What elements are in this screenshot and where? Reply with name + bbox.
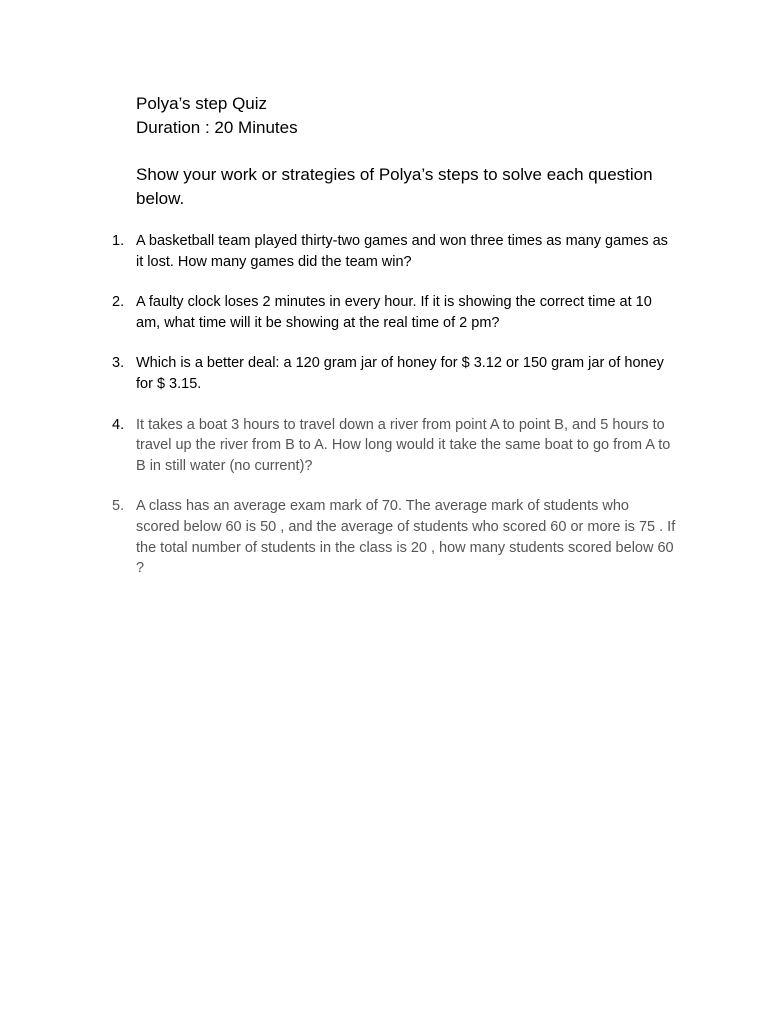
quiz-instructions: Show your work or strategies of Polya’s steps to solve each question below. <box>136 165 653 208</box>
question-text: A faulty clock loses 2 minutes in every hour. If it is showing the correct time at 10 am, what time will it be showing at the real time of 2 pm? <box>136 294 652 331</box>
quiz-header <box>136 92 696 140</box>
question-item-1 <box>0 231 768 272</box>
question-text: A basketball team played thirty-two games and won three times as many games as it lost. How many games did the team win? <box>136 233 668 270</box>
question-item-4 <box>0 415 768 477</box>
question-list <box>0 231 768 599</box>
question-text: It takes a boat 3 hours to travel down a river from point A to point B, and 5 hours to travel up the river from B to A. How long would it take the same boat to go from A to B in still water (no current)? <box>136 416 671 474</box>
question-text: A class has an average exam mark of 70. The average mark of students who scored below 60 is 50 , and the average of students who scored 60 or more is 75 . If the total number of students in the class is 20 , how many students scored below 60 ? <box>136 498 676 577</box>
question-item-2 <box>0 292 768 333</box>
question-number: 1. <box>112 233 125 249</box>
question-number: 5. <box>112 498 125 515</box>
question-number: 3. <box>112 355 125 372</box>
question-number: 2. <box>112 294 125 311</box>
question-text: Which is a better deal: a 120 gram jar of honey for $ 3.12 or 150 gram jar of honey for $ 3.15. <box>136 355 664 392</box>
quiz-title: Polya’s step Quiz <box>136 94 268 113</box>
question-item-3 <box>0 353 768 394</box>
question-number: 4. <box>112 416 125 433</box>
quiz-duration: Duration : 20 Minutes <box>136 118 298 137</box>
question-item-5 <box>0 496 768 578</box>
